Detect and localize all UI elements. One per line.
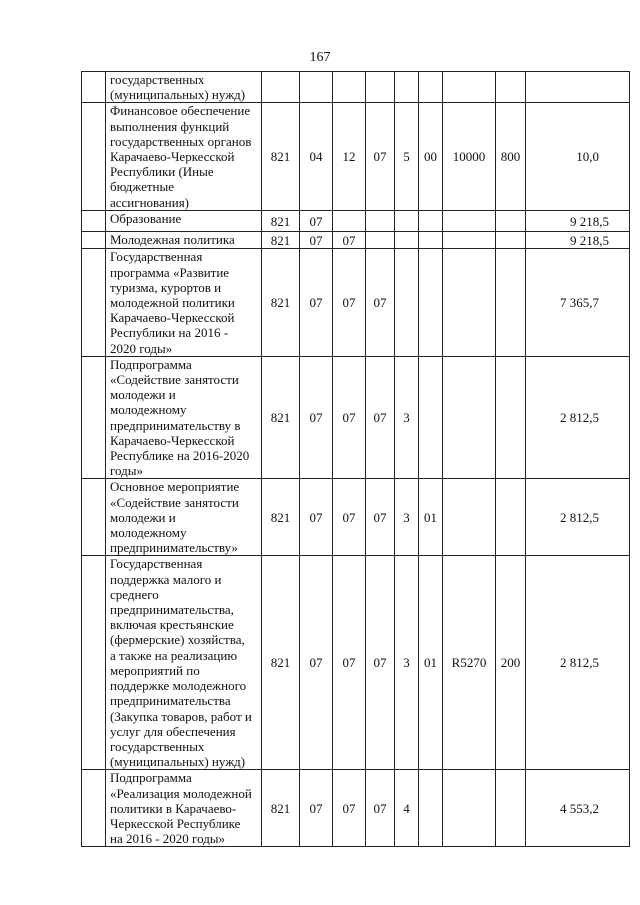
cell-cs1: 07 [366, 556, 395, 770]
page-number: 167 [309, 50, 331, 65]
cell-pr [333, 72, 366, 103]
cell-pr: 07 [333, 770, 366, 847]
cell-cs3 [419, 232, 443, 249]
cell-cs3: 01 [419, 556, 443, 770]
cell-pr [333, 211, 366, 232]
cell-vr: 800 [496, 103, 526, 211]
cell-cs3: 00 [419, 103, 443, 211]
cell-cs2 [395, 232, 419, 249]
cell-cs1: 07 [366, 356, 395, 479]
cell-pr: 07 [333, 249, 366, 356]
cell-gr: 821 [262, 103, 300, 211]
cell-cs1 [366, 232, 395, 249]
cell-gr: 821 [262, 232, 300, 249]
cell-blank [82, 211, 106, 232]
cell-gr: 821 [262, 211, 300, 232]
cell-name: Подпрограмма «Содействие занятости молодежи и молодежному предпринимательству в Карачаево-Черкесской Республике на 2016-2020 годы» [106, 356, 262, 479]
budget-table [81, 71, 630, 847]
cell-rz: 07 [300, 479, 333, 556]
cell-rz [300, 72, 333, 103]
cell-pr: 12 [333, 103, 366, 211]
cell-cs2 [395, 249, 419, 356]
cell-cs3 [419, 211, 443, 232]
cell-cs3 [419, 770, 443, 847]
cell-gr [262, 72, 300, 103]
table-row [82, 103, 630, 211]
cell-rz: 07 [300, 356, 333, 479]
cell-rz: 04 [300, 103, 333, 211]
cell-rz: 07 [300, 770, 333, 847]
table-row [82, 556, 630, 770]
table-row [82, 249, 630, 356]
cell-amount: 2 812,5 [526, 556, 630, 770]
cell-name: Основное мероприятие «Содействие занятости молодежи и молодежному предпринимательству» [106, 479, 262, 556]
cell-cs1: 07 [366, 770, 395, 847]
cell-cs4 [443, 356, 496, 479]
cell-amount: 9 218,5 [526, 211, 630, 232]
cell-pr: 07 [333, 232, 366, 249]
cell-vr [496, 249, 526, 356]
cell-blank [82, 232, 106, 249]
cell-cs2: 3 [395, 556, 419, 770]
cell-cs4 [443, 211, 496, 232]
cell-gr: 821 [262, 356, 300, 479]
cell-name: Государственная поддержка малого и среднего предпринимательства, включая крестьянские (фермерские) хозяйства, а также на реализацию мероприятий по поддержке молодежного предпринимательства (Закупка товаров, работ и услуг для обеспечения государственных (муниципальных) нужд) [106, 556, 262, 770]
cell-amount: 9 218,5 [526, 232, 630, 249]
cell-pr: 07 [333, 556, 366, 770]
cell-vr [496, 72, 526, 103]
cell-cs4 [443, 770, 496, 847]
cell-gr: 821 [262, 249, 300, 356]
cell-rz: 07 [300, 556, 333, 770]
cell-cs2: 3 [395, 356, 419, 479]
cell-pr: 07 [333, 356, 366, 479]
cell-cs1: 07 [366, 479, 395, 556]
cell-cs1: 07 [366, 249, 395, 356]
cell-amount: 4 553,2 [526, 770, 630, 847]
cell-cs4 [443, 72, 496, 103]
cell-name: Государственная программа «Развитие туризма, курортов и молодежной политики Карачаево-Черкесской Республики на 2016 - 2020 годы» [106, 249, 262, 356]
cell-cs2 [395, 211, 419, 232]
table-row [82, 72, 630, 103]
cell-vr [496, 770, 526, 847]
table-row [82, 770, 630, 847]
cell-name: Финансовое обеспечение выполнения функций государственных органов Карачаево-Черкесской Республики (Иные бюджетные ассигнования) [106, 103, 262, 211]
cell-vr: 200 [496, 556, 526, 770]
cell-blank [82, 479, 106, 556]
cell-blank [82, 770, 106, 847]
cell-cs3 [419, 249, 443, 356]
table-row [82, 211, 630, 232]
cell-cs1: 07 [366, 103, 395, 211]
cell-vr [496, 232, 526, 249]
cell-gr: 821 [262, 479, 300, 556]
cell-cs4 [443, 479, 496, 556]
cell-blank [82, 72, 106, 103]
table-row [82, 356, 630, 479]
cell-gr: 821 [262, 770, 300, 847]
cell-cs2: 4 [395, 770, 419, 847]
cell-blank [82, 249, 106, 356]
cell-blank [82, 356, 106, 479]
table-body [82, 72, 630, 847]
cell-gr: 821 [262, 556, 300, 770]
cell-rz: 07 [300, 232, 333, 249]
table-row [82, 479, 630, 556]
cell-cs1 [366, 211, 395, 232]
cell-amount [526, 72, 630, 103]
cell-cs2: 5 [395, 103, 419, 211]
cell-blank [82, 103, 106, 211]
cell-cs2 [395, 72, 419, 103]
cell-name: Подпрограмма «Реализация молодежной политики в Карачаево- Черкесской Республике на 2016 - 2020 годы» [106, 770, 262, 847]
cell-name: государственных (муниципальных) нужд) [106, 72, 262, 103]
cell-cs3: 01 [419, 479, 443, 556]
cell-cs3 [419, 356, 443, 479]
cell-cs4 [443, 249, 496, 356]
cell-amount: 2 812,5 [526, 479, 630, 556]
cell-rz: 07 [300, 211, 333, 232]
cell-cs4: R5270 [443, 556, 496, 770]
cell-name: Молодежная политика [106, 232, 262, 249]
cell-rz: 07 [300, 249, 333, 356]
cell-amount: 10,0 [526, 103, 630, 211]
cell-cs2: 3 [395, 479, 419, 556]
cell-cs1 [366, 72, 395, 103]
cell-name: Образование [106, 211, 262, 232]
cell-cs3 [419, 72, 443, 103]
cell-vr [496, 479, 526, 556]
cell-amount: 7 365,7 [526, 249, 630, 356]
cell-vr [496, 211, 526, 232]
cell-cs4 [443, 232, 496, 249]
table-row [82, 232, 630, 249]
cell-vr [496, 356, 526, 479]
cell-amount: 2 812,5 [526, 356, 630, 479]
cell-pr: 07 [333, 479, 366, 556]
cell-blank [82, 556, 106, 770]
cell-cs4: 10000 [443, 103, 496, 211]
